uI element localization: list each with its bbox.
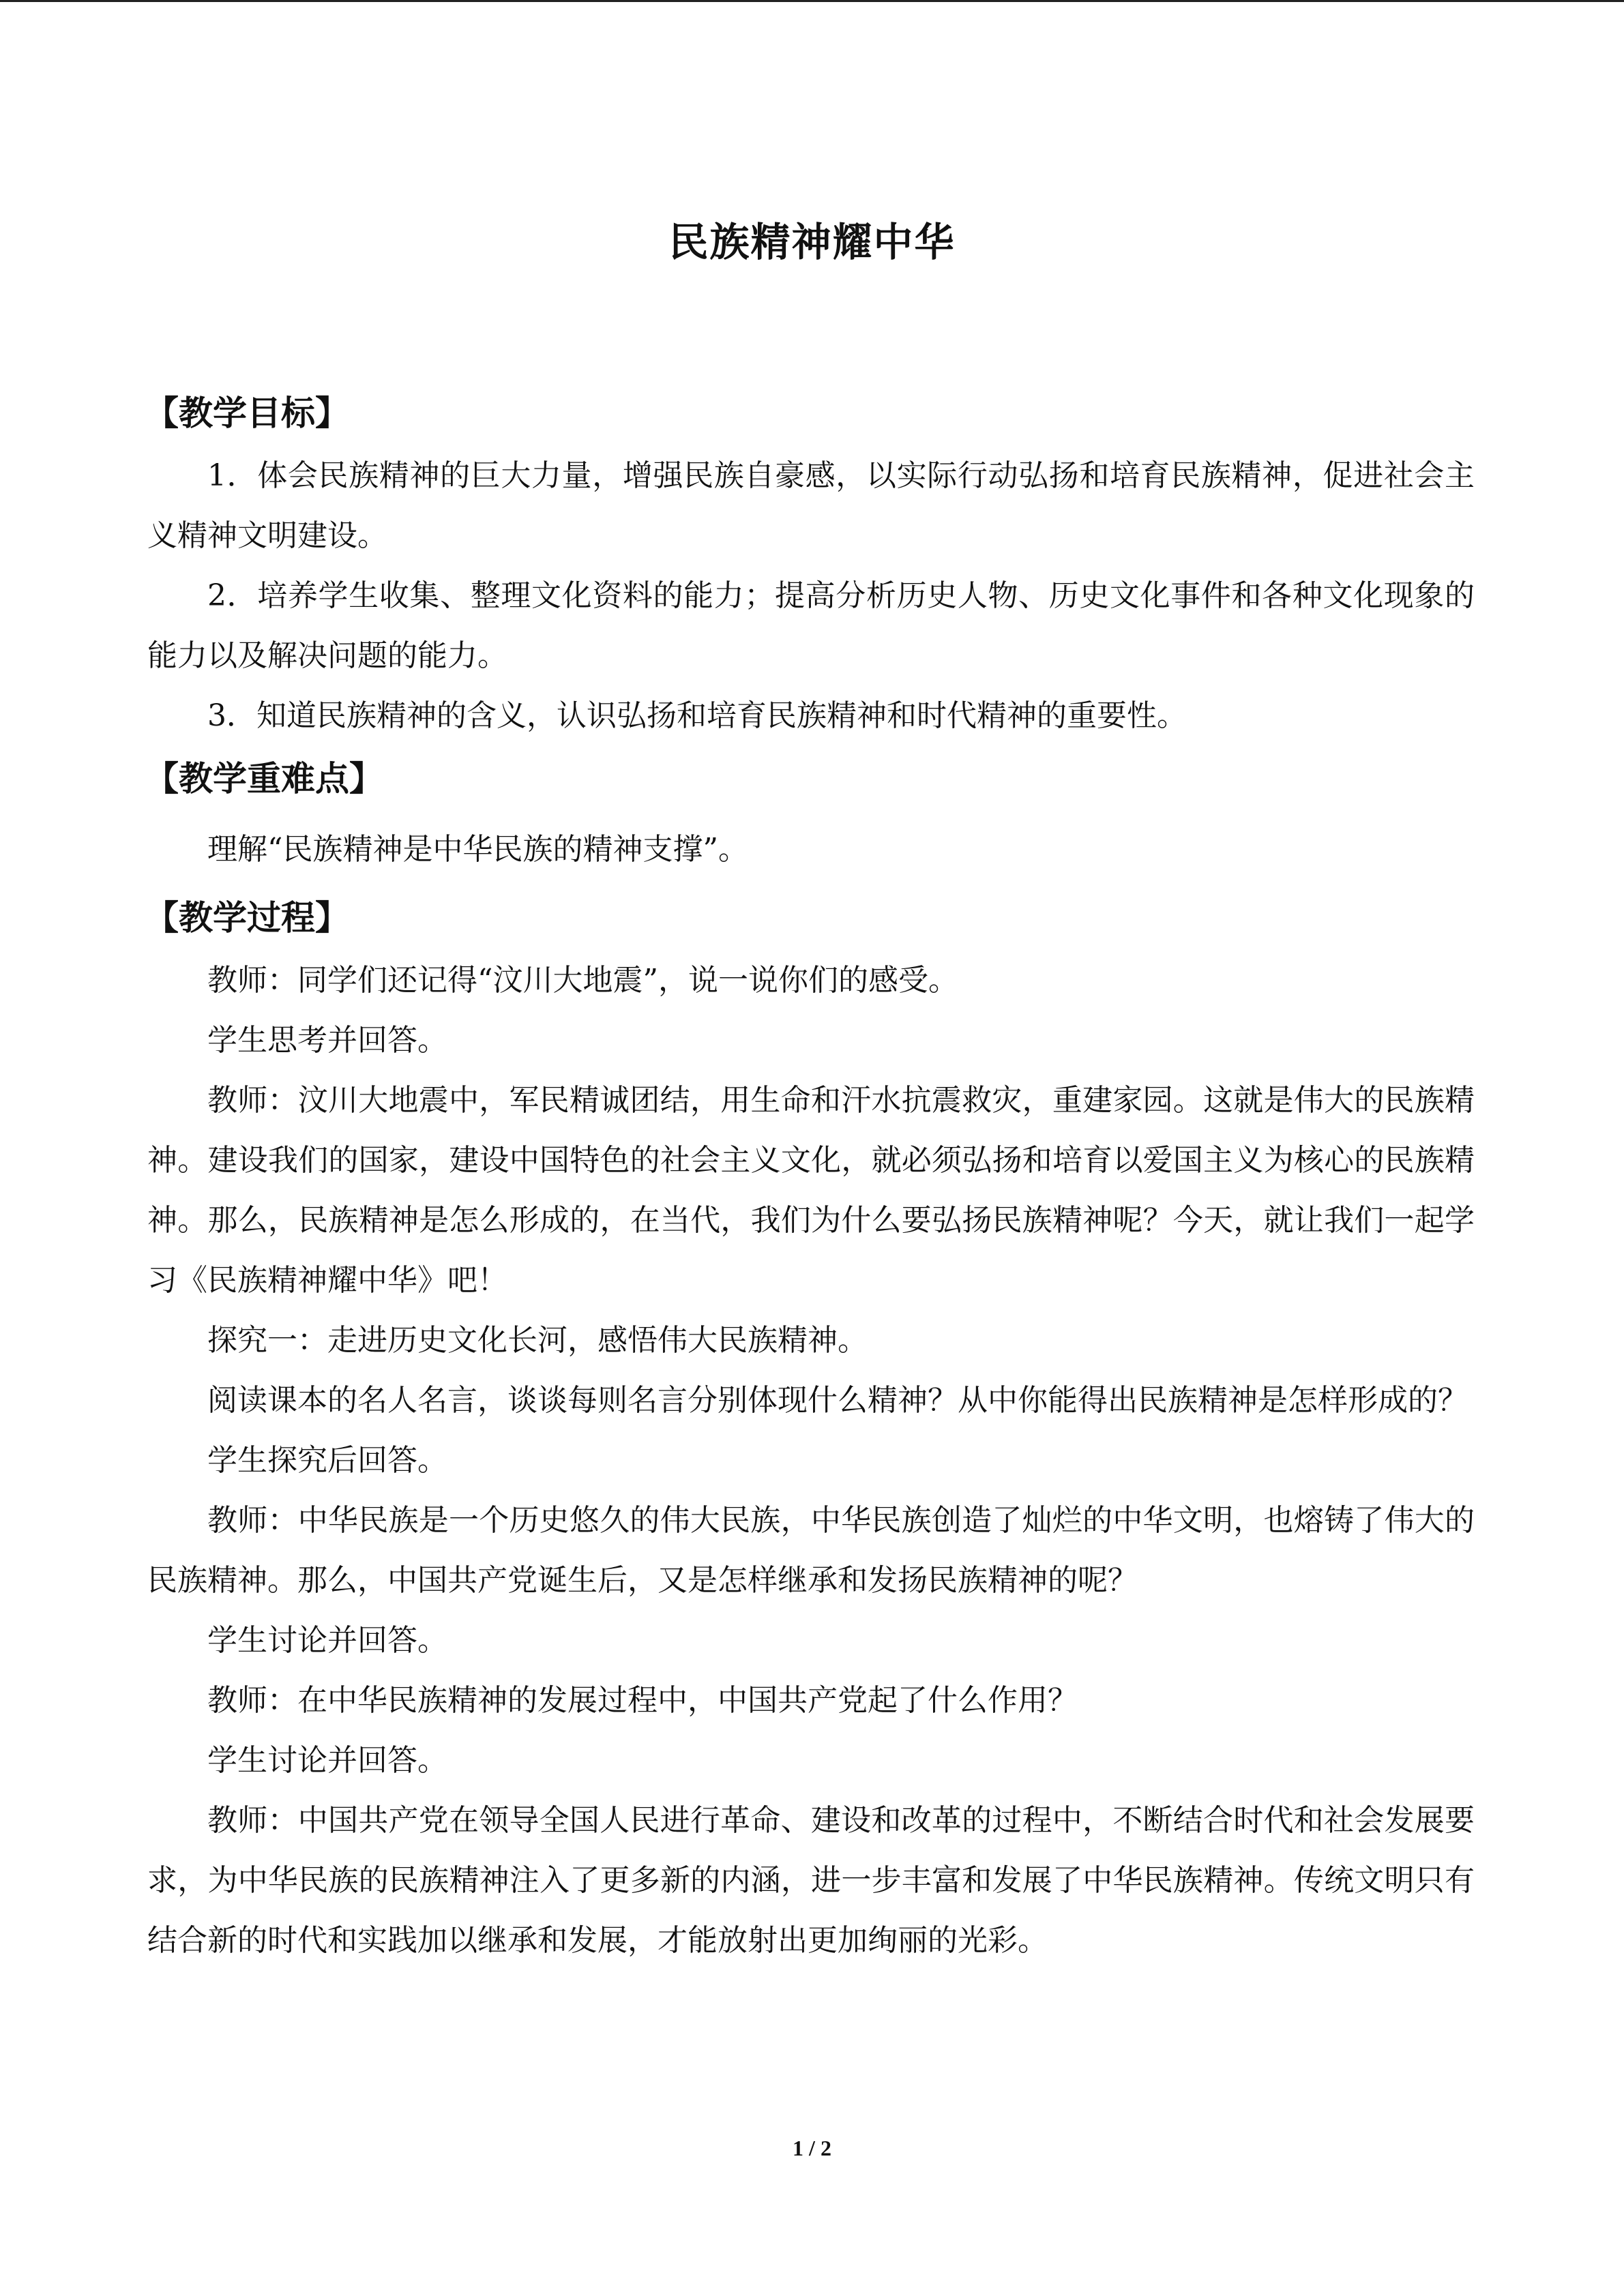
section-heading-process: 【教学过程】 [145, 898, 349, 938]
process-paragraph: 学生探究后回答。 [207, 1443, 447, 1478]
process-paragraph: 教师：中国共产党在领导全国人民进行革命、建设和改革的过程中，不断结合时代和社会发展要求，为中华民族的民族精神注入了更多新的内涵，进一步丰富和发展了中华民族精神。传统文明只有结合新的时代和实践加以继承和发展，才能放射出更加绚丽的光彩。 [147, 1803, 1475, 1958]
process-paragraph: 学生讨论并回答。 [207, 1623, 447, 1658]
document-body [147, 381, 1475, 1971]
process-paragraph: 学生讨论并回答。 [207, 1743, 447, 1778]
top-border-line [0, 0, 1624, 2]
section-heading-key-points: 【教学重难点】 [145, 759, 383, 799]
section-heading-objectives: 【教学目标】 [145, 393, 349, 433]
process-paragraph: 教师：汶川大地震中，军民精诚团结，用生命和汗水抗震救灾，重建家园。这就是伟大的民族精神。建设我们的国家，建设中国特色的社会主义文化，就必须弘扬和培育以爱国主义为核心的民族精神。那么，民族精神是怎么形成的，在当代，我们为什么要弘扬民族精神呢？今天，就让我们一起学习《民族精神耀中华》吧！ [147, 1083, 1475, 1298]
document-title: 民族精神耀中华 [668, 219, 956, 265]
objective-item-1: 1．体会民族精神的巨大力量，增强民族自豪感，以实际行动弘扬和培育民族精神，促进社会主义精神文明建设。 [147, 458, 1475, 553]
process-paragraph: 教师：同学们还记得“汶川大地震”，说一说你们的感受。 [207, 963, 958, 998]
process-paragraph: 学生思考并回答。 [207, 1023, 447, 1058]
process-paragraph: 探究一：走进历史文化长河，感悟伟大民族精神。 [207, 1323, 868, 1358]
process-paragraph: 教师：在中华民族精神的发展过程中，中国共产党起了什么作用？ [207, 1683, 1078, 1718]
objective-item-2: 2．培养学生收集、整理文化资料的能力；提高分析历史人物、历史文化事件和各种文化现象的能力以及解决问题的能力。 [147, 578, 1475, 673]
process-paragraph: 教师：中华民族是一个历史悠久的伟大民族，中华民族创造了灿烂的中华文明，也熔铸了伟大的民族精神。那么，中国共产党诞生后，又是怎样继承和发扬民族精神的呢？ [147, 1503, 1475, 1598]
process-paragraph: 阅读课本的名人名言，谈谈每则名言分别体现什么精神？从中你能得出民族精神是怎样形成的？ [207, 1383, 1468, 1418]
key-point-item-1: 理解“民族精神是中华民族的精神支撑”。 [207, 832, 748, 867]
page-number: 1 / 2 [793, 2136, 831, 2160]
objective-item-3: 3．知道民族精神的含义，认识弘扬和培育民族精神和时代精神的重要性。 [207, 698, 1187, 733]
